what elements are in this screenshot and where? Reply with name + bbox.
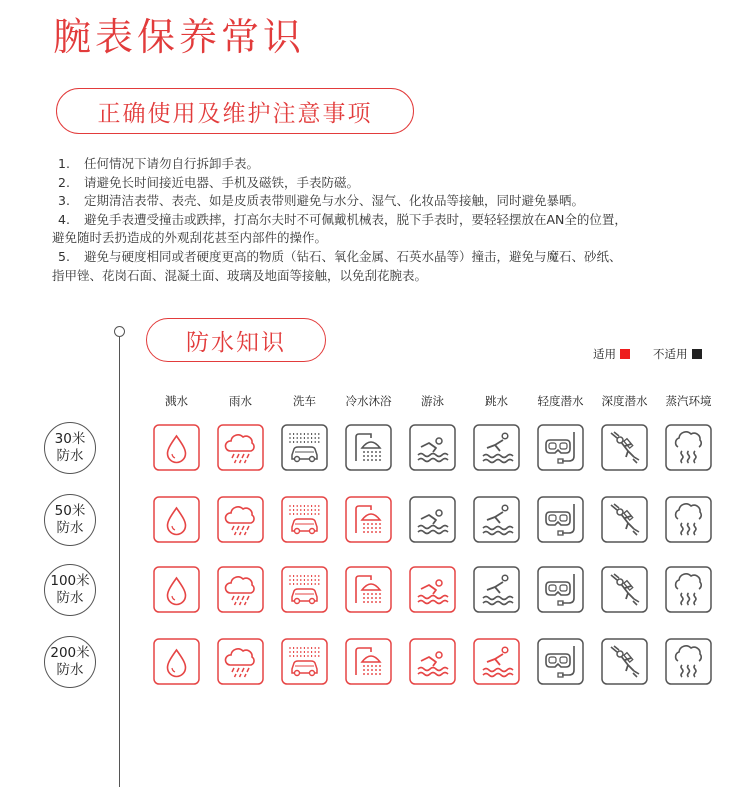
rating-label: 防水 — [56, 590, 84, 606]
scuba-diver-icon — [601, 566, 648, 613]
scuba-diver-icon — [601, 496, 648, 543]
tip-text: 指甲锉、花岗石面、混凝土面、玻璃及地面等接触，以免刮花腕表。 — [52, 267, 428, 283]
diver-icon — [473, 496, 520, 543]
tip-number: 1. — [58, 156, 70, 171]
steam-icon — [665, 638, 712, 685]
legend-unsuitable-label: 不适用 — [653, 347, 688, 361]
droplet-icon — [153, 566, 200, 613]
tip-number: 5. — [58, 248, 70, 264]
rating-label: 100米 — [50, 573, 90, 589]
diver-icon — [473, 424, 520, 471]
section-heading-waterproof: 防水知识 — [146, 318, 326, 362]
diver-icon — [473, 566, 520, 613]
rating-badge — [44, 636, 96, 688]
car-wash-icon — [281, 638, 328, 685]
tip-line — [52, 229, 732, 248]
category-label: 溅水 — [165, 394, 188, 408]
tip-text: 定期清洁表带、表壳、如是皮质表带则避免与水分、湿气、化妆品等接触，同时避免暴晒。 — [84, 193, 585, 209]
rating-badge — [44, 494, 96, 546]
droplet-icon — [153, 638, 200, 685]
rain-cloud-icon — [217, 424, 264, 471]
legend-suitable-label: 适用 — [593, 347, 616, 361]
steam-icon — [665, 424, 712, 471]
tip-line — [52, 211, 732, 230]
tip-number: 3. — [58, 193, 70, 209]
tip-line — [52, 267, 732, 286]
rating-label: 200米 — [50, 645, 90, 661]
car-wash-icon — [281, 496, 328, 543]
timeline-line — [119, 337, 120, 787]
scuba-diver-icon — [601, 424, 648, 471]
snorkel-mask-icon — [537, 566, 584, 613]
tip-line — [52, 192, 732, 211]
legend-suitable — [593, 346, 630, 362]
swimmer-icon — [409, 566, 456, 613]
category-label: 洗车 — [293, 394, 316, 408]
section-heading-usage: 正确使用及维护注意事项 — [56, 88, 414, 134]
category-label: 蒸汽环境 — [665, 394, 712, 408]
care-tips-list — [52, 155, 732, 285]
rating-label: 30米 — [54, 431, 86, 447]
legend-unsuitable-swatch — [692, 349, 702, 359]
rating-badge — [44, 564, 96, 616]
category-label: 轻度潜水 — [537, 394, 584, 408]
droplet-icon — [153, 424, 200, 471]
rating-label: 防水 — [56, 662, 84, 678]
snorkel-mask-icon — [537, 638, 584, 685]
diver-icon — [473, 638, 520, 685]
tip-line — [52, 174, 732, 193]
category-label: 冷水沐浴 — [345, 394, 392, 408]
rating-label: 50米 — [54, 503, 86, 519]
tip-text: 避免与硬度相同或者硬度更高的物质（钻石、氧化金属、石英水晶等）撞击，避免与魔石、砂纸、 — [84, 248, 622, 264]
tip-number: 2. — [58, 174, 70, 190]
legend-suitable-swatch — [620, 349, 630, 359]
car-wash-icon — [281, 566, 328, 613]
snorkel-mask-icon — [537, 424, 584, 471]
tip-text: 避免手表遭受撞击或跌摔，打高尔夫时不可佩戴机械表，脱下手表时，要轻轻摆放在AN全的位置， — [84, 211, 627, 227]
shower-icon — [345, 638, 392, 685]
steam-icon — [665, 496, 712, 543]
timeline-dot — [114, 326, 125, 337]
scuba-diver-icon — [601, 638, 648, 685]
category-label: 跳水 — [485, 394, 508, 408]
snorkel-mask-icon — [537, 496, 584, 543]
category-label: 雨水 — [229, 394, 252, 408]
category-label: 游泳 — [421, 394, 444, 408]
rain-cloud-icon — [217, 638, 264, 685]
swimmer-icon — [409, 496, 456, 543]
rating-badge — [44, 422, 96, 474]
rating-label: 防水 — [56, 448, 84, 464]
rating-label: 防水 — [56, 520, 84, 536]
rain-cloud-icon — [217, 566, 264, 613]
tip-number: 4. — [58, 211, 70, 227]
steam-icon — [665, 566, 712, 613]
droplet-icon — [153, 496, 200, 543]
swimmer-icon — [409, 638, 456, 685]
shower-icon — [345, 496, 392, 543]
legend-unsuitable — [653, 346, 702, 362]
page-title: 腕表保养常识 — [53, 15, 306, 59]
swimmer-icon — [409, 424, 456, 471]
shower-icon — [345, 566, 392, 613]
tip-line — [52, 155, 732, 174]
category-label: 深度潜水 — [601, 394, 648, 408]
tip-text: 任何情况下请勿自行拆卸手表。 — [84, 156, 260, 171]
tip-text: 避免随时丢扔造成的外观刮花甚至内部件的操作。 — [52, 230, 328, 246]
car-wash-icon — [281, 424, 328, 471]
rain-cloud-icon — [217, 496, 264, 543]
tip-text: 请避免长时间接近电器、手机及磁铁，手表防磁。 — [84, 174, 360, 190]
shower-icon — [345, 424, 392, 471]
tip-line — [52, 248, 732, 267]
